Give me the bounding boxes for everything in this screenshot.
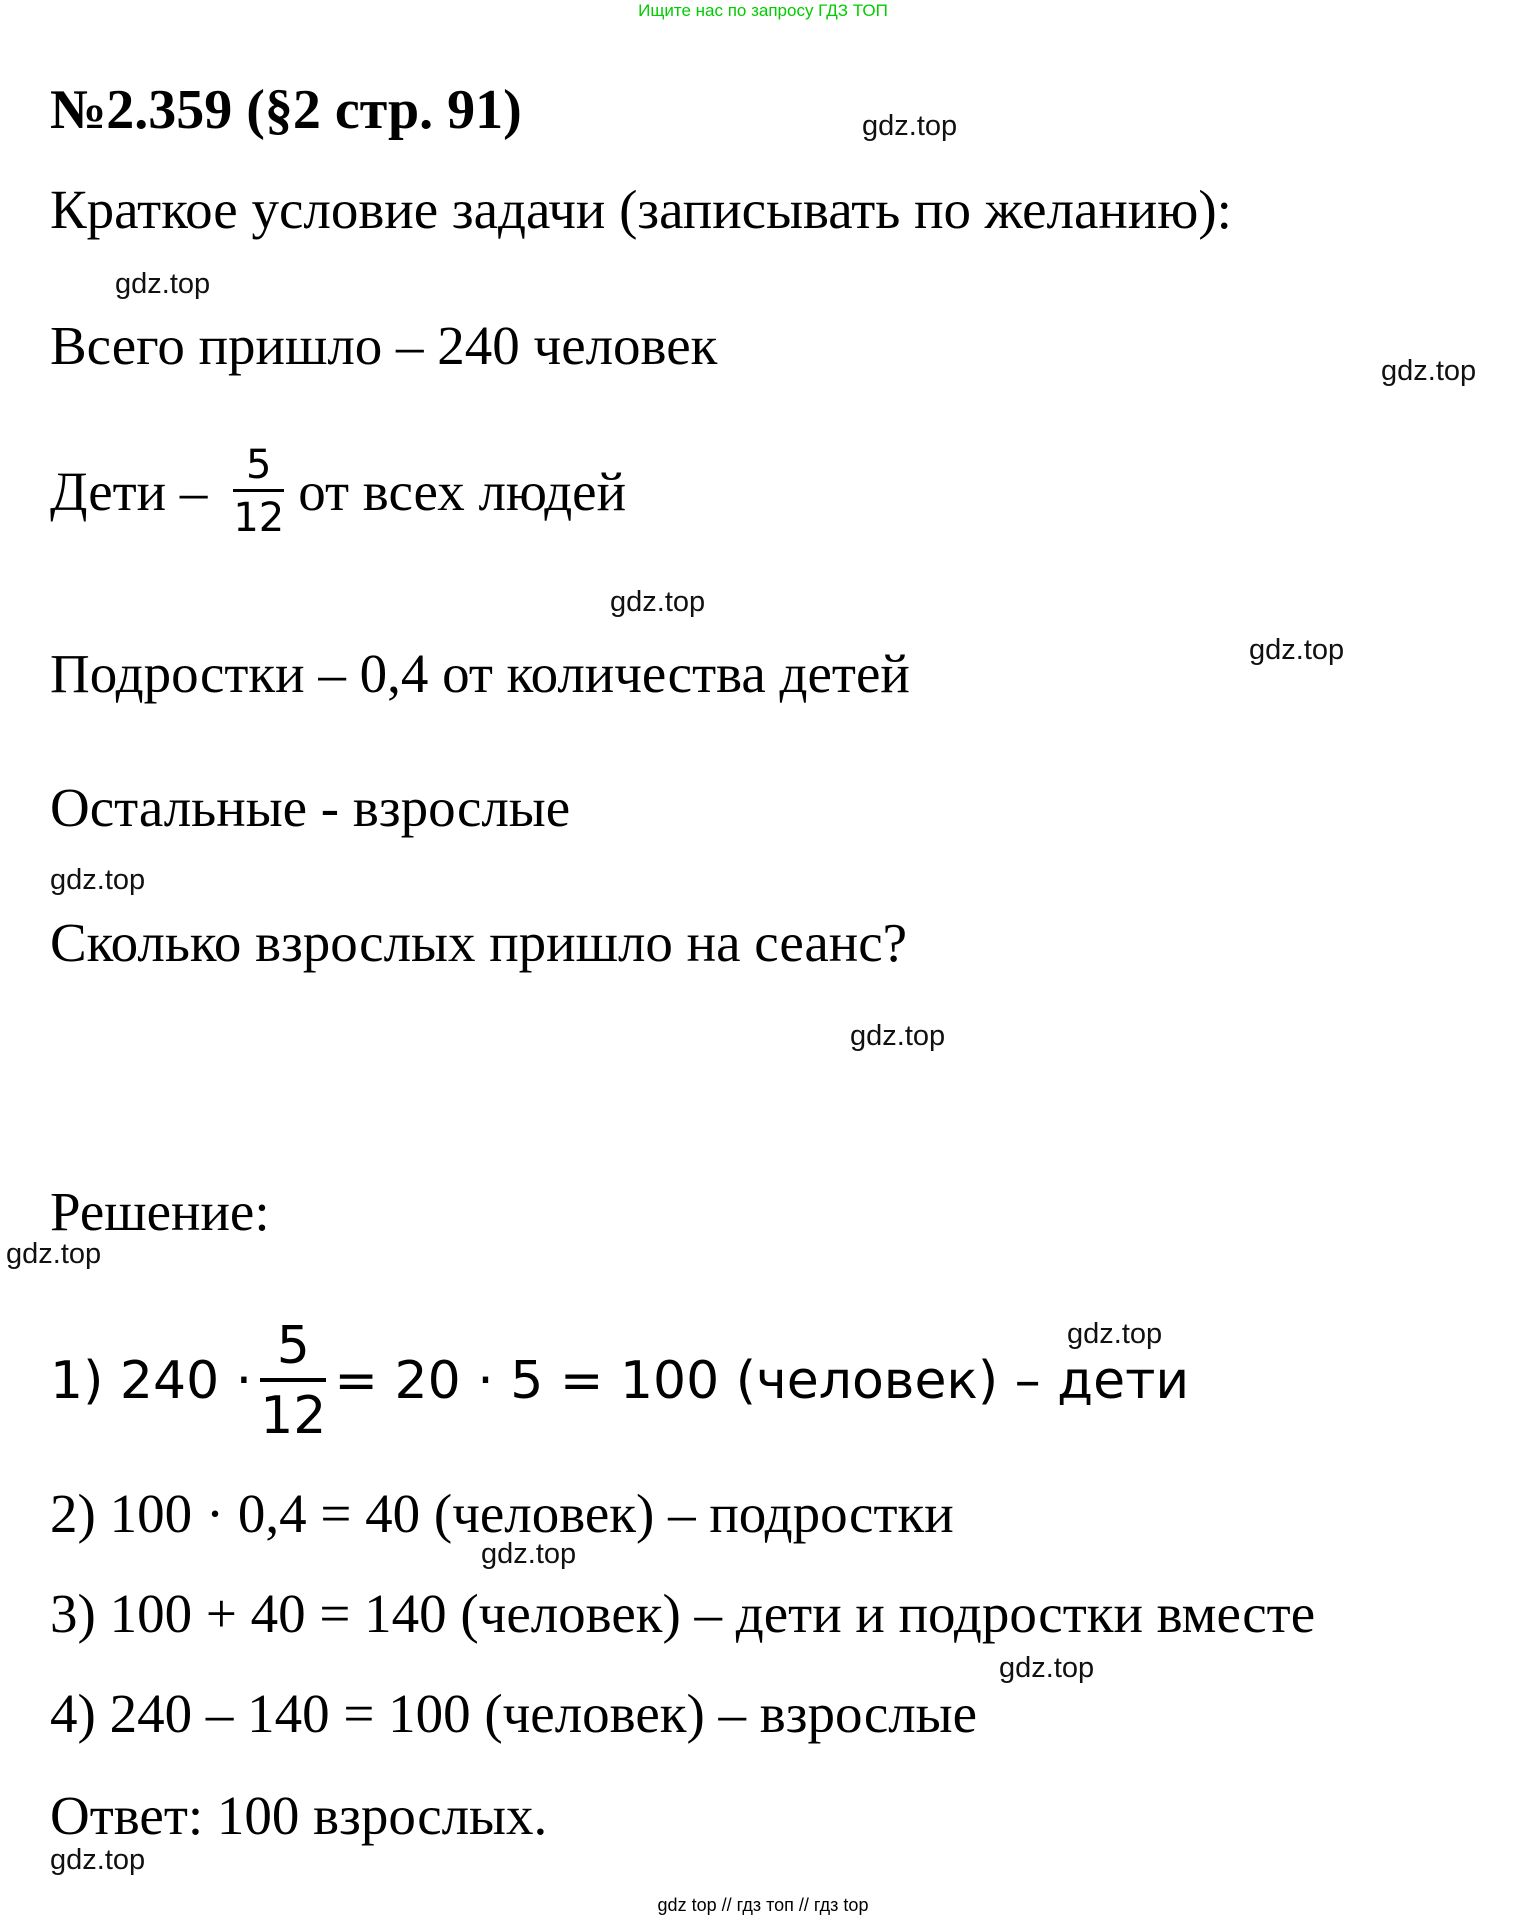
watermark: gdz.top xyxy=(1067,1318,1163,1350)
fraction-numerator: 5 xyxy=(246,442,272,488)
children-fraction xyxy=(233,442,285,541)
children-suffix: от всех людей xyxy=(298,461,627,522)
step1-suffix: = 20 · 5 = 100 (человек) – дети xyxy=(334,1351,1190,1411)
footer-links[interactable]: gdz top // гдз топ // гдз top xyxy=(657,1895,869,1915)
condition-question: Сколько взрослых пришло на сеанс? xyxy=(50,912,908,973)
condition-total: Всего пришло – 240 человек xyxy=(50,315,718,376)
condition-children xyxy=(50,442,627,541)
page-title: №2.359 (§2 стр. 91) xyxy=(50,79,522,141)
fraction-denominator: 12 xyxy=(260,1386,327,1446)
solution-step-3: 3) 100 + 40 = 140 (человек) – дети и подростки вместе xyxy=(50,1583,1316,1644)
fraction-denominator: 12 xyxy=(233,495,285,541)
step1-fraction xyxy=(260,1316,327,1446)
fraction-numerator: 5 xyxy=(276,1316,310,1376)
children-prefix: Дети – xyxy=(50,461,208,522)
watermark: gdz.top xyxy=(850,1020,946,1052)
watermark: gdz.top xyxy=(115,268,211,300)
watermark: gdz.top xyxy=(481,1538,577,1570)
watermark: gdz.top xyxy=(1249,634,1345,666)
solution-step-4: 4) 240 – 140 = 100 (человек) – взрослые xyxy=(50,1683,978,1744)
watermark: gdz.top xyxy=(50,864,146,896)
condition-rest: Остальные - взрослые xyxy=(50,777,571,838)
solution-step-1 xyxy=(50,1316,1190,1446)
watermark: gdz.top xyxy=(1381,355,1477,387)
watermark: gdz.top xyxy=(862,110,958,142)
condition-heading: Краткое условие задачи (записывать по желанию): xyxy=(50,179,1232,240)
solution-step-2: 2) 100 · 0,4 = 40 (человек) – подростки xyxy=(50,1483,954,1544)
watermark: gdz.top xyxy=(610,586,706,618)
watermark: gdz.top xyxy=(999,1652,1095,1684)
condition-teens: Подростки – 0,4 от количества детей xyxy=(50,643,910,704)
watermark: gdz.top xyxy=(50,1844,146,1876)
top-banner[interactable]: Ищите нас по запросу ГДЗ ТОП xyxy=(638,1,888,20)
fraction-bar xyxy=(260,1378,326,1382)
watermark: gdz.top xyxy=(6,1238,102,1270)
solution-answer: Ответ: 100 взрослых. xyxy=(50,1785,548,1846)
solution-heading: Решение: xyxy=(50,1181,270,1242)
fraction-bar xyxy=(233,489,284,492)
step1-prefix: 1) 240 · xyxy=(50,1351,253,1411)
